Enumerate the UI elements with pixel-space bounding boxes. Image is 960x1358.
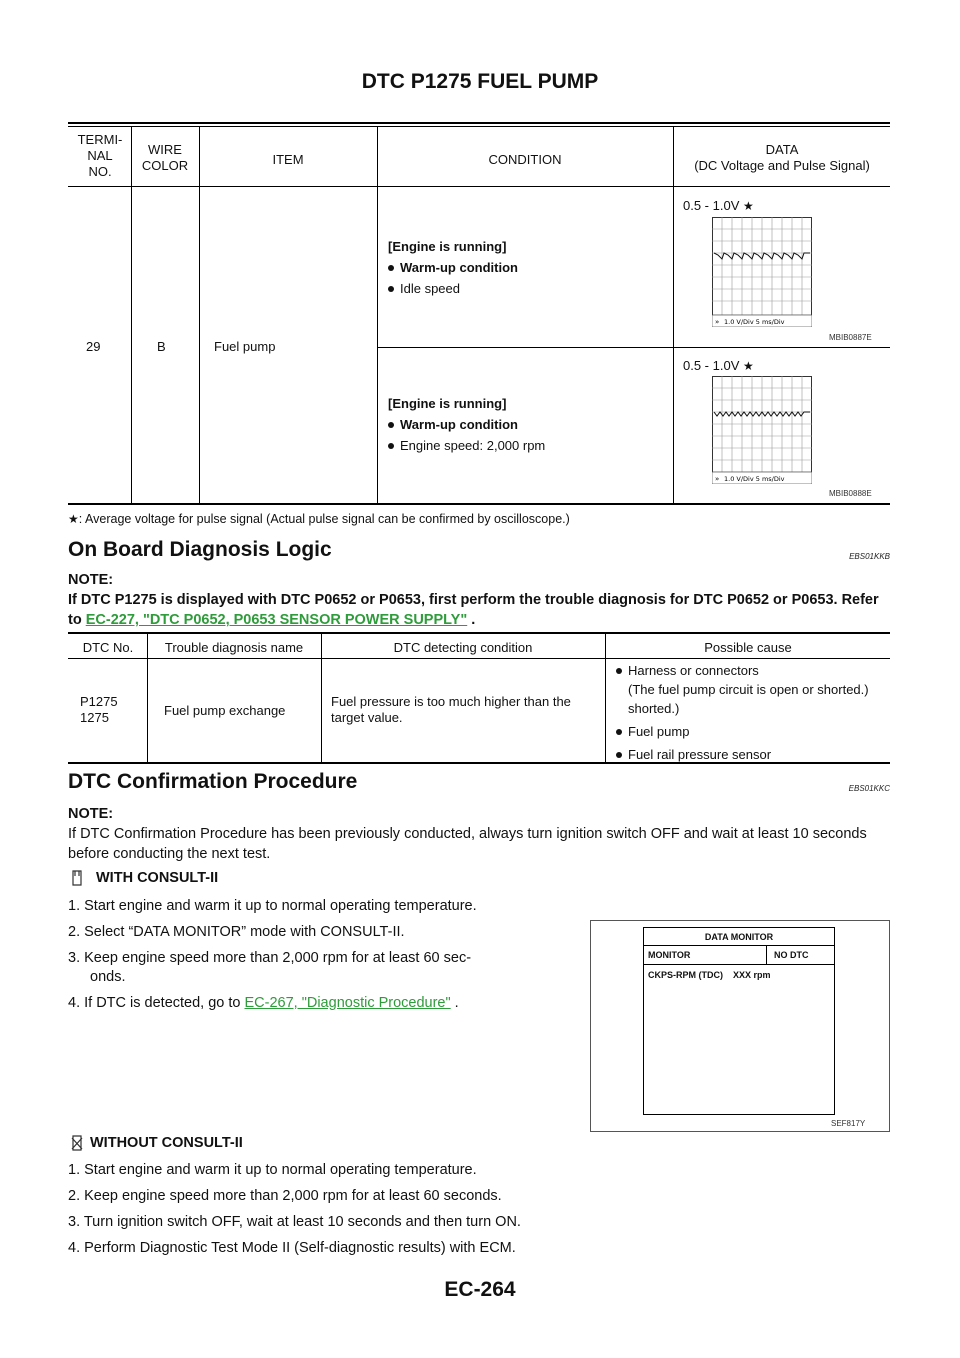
without-consult-title: WITHOUT CONSULT-II — [70, 1135, 243, 1151]
value-2: 0.5 - 1.0V ★ — [683, 358, 754, 373]
cell-wire: B — [157, 339, 166, 354]
svg-text:»: » — [715, 475, 720, 483]
with-consult-title: WITH CONSULT-II — [70, 870, 218, 886]
bullet-icon — [388, 286, 394, 292]
th-data: DATA (DC Voltage and Pulse Signal) — [694, 142, 870, 173]
oscilloscope-1 — [712, 217, 812, 327]
svg-text:1.0 V/Div 5 ms/Div: 1.0 V/Div 5 ms/Div — [724, 318, 785, 326]
th-wire: WIRE COLOR — [141, 142, 189, 173]
page-number: EC-264 — [444, 1278, 516, 1301]
without-step-4: 4. Perform Diagnostic Test Mode II (Self-diagnostic results) with ECM. — [68, 1240, 516, 1256]
with-step-2: 2. Select “DATA MONITOR” mode with CONSULT-II. — [68, 924, 405, 940]
figure-id-1: MBIB0887E — [829, 333, 872, 342]
with-step-3: 3. Keep engine speed more than 2,000 rpm for at least 60 sec- — [68, 950, 472, 966]
cell-trouble-name: Fuel pump exchange — [164, 703, 286, 718]
note-text-2: If DTC Confirmation Procedure has been previously conducted, always turn ignition switch OFF and wait at least 10 seconds before conducting the next test. — [68, 826, 867, 862]
bullet-icon — [616, 668, 622, 674]
page-title: DTC P1275 FUEL PUMP — [361, 70, 599, 93]
th-detect-condition: DTC detecting condition — [393, 640, 533, 655]
bullet-icon — [616, 752, 622, 758]
svg-text:»: » — [715, 318, 720, 326]
data-monitor-figure — [590, 920, 890, 1132]
th-terminal: TERMI- NAL NO. — [77, 132, 123, 179]
bullet-icon — [388, 443, 394, 449]
note-label-1: NOTE: — [68, 572, 114, 588]
bullet-icon — [388, 422, 394, 428]
section-code-1: EBS01KKB — [849, 552, 890, 561]
cell-dtc-no: P1275 1275 — [80, 694, 118, 725]
footnote: ★: Average voltage for pulse signal (Actual pulse signal can be confirmed by oscilloscope.) — [68, 512, 570, 526]
data-monitor-screen: DATA MONITOR MONITOR NO DTC CKPS-RPM (TDC) XXX rpm — [643, 927, 835, 1115]
bullet-icon — [388, 265, 394, 271]
with-step-4: 4. If DTC is detected, go to EC-267, "Diagnostic Procedure" . — [68, 995, 459, 1011]
figure-id-3: SEF817Y — [831, 1119, 866, 1128]
th-condition: CONDITION — [488, 152, 562, 167]
th-dtc-no: DTC No. — [82, 640, 134, 655]
cell-terminal: 29 — [86, 339, 101, 354]
condition-1: [Engine is running] Warm-up condition Idle speed — [388, 239, 518, 296]
oscilloscope-2 — [712, 376, 812, 484]
bullet-icon — [616, 729, 622, 735]
link-ec-267[interactable]: EC-267, "Diagnostic Procedure" — [244, 995, 451, 1011]
section-code-2: EBS01KKC — [848, 784, 890, 793]
table1-top-rule — [68, 122, 890, 124]
th-trouble-name: Trouble diagnosis name — [164, 640, 304, 655]
figure-id-2: MBIB0888E — [829, 489, 872, 498]
cell-detect-condition: Fuel pressure is too much higher than the target value. — [331, 694, 571, 725]
without-step-2: 2. Keep engine speed more than 2,000 rpm for at least 60 seconds. — [68, 1188, 502, 1204]
no-consult-icon — [70, 1135, 84, 1151]
section-heading-obd-logic: On Board Diagnosis Logic — [68, 538, 332, 561]
section-heading-dtc-confirmation: DTC Confirmation Procedure — [68, 770, 358, 793]
with-step-3-cont: onds. — [90, 969, 126, 985]
cell-item: Fuel pump — [214, 339, 276, 354]
star-icon: ★ — [68, 512, 79, 526]
condition-2: [Engine is running] Warm-up condition Engine speed: 2,000 rpm — [388, 396, 546, 453]
star-icon: ★ — [743, 199, 754, 213]
table2-top-rule — [68, 632, 890, 634]
note-text-1: If DTC P1275 is displayed with DTC P0652 or P0653, first perform the trouble diagnosis for DTC P0652 or P0653. Refer to EC-227, "DTC P0652, P0653 SENSOR POWER SUPPLY" . — [68, 592, 879, 628]
link-ec-227[interactable]: EC-227, "DTC P0652, P0653 SENSOR POWER SUPPLY" — [85, 612, 468, 628]
without-step-1: 1. Start engine and warm it up to normal operating temperature. — [68, 1162, 477, 1178]
without-step-3: 3. Turn ignition switch OFF, wait at least 10 seconds and then turn ON. — [68, 1214, 521, 1230]
svg-text:1.0 V/Div 5 ms/Div: 1.0 V/Div 5 ms/Div — [724, 475, 785, 483]
th-possible-cause: Possible cause — [704, 640, 792, 655]
consult-icon — [70, 870, 84, 886]
cell-possible-cause: Harness or connectors (The fuel pump circuit is open or shorted.) shorted.) Fuel pump Fuel rail pressure sensor — [616, 661, 869, 764]
th-item: ITEM — [272, 152, 304, 167]
with-step-1: 1. Start engine and warm it up to normal operating temperature. — [68, 898, 477, 914]
star-icon: ★ — [743, 359, 754, 373]
note-label-2: NOTE: — [68, 806, 114, 822]
value-1: 0.5 - 1.0V ★ — [683, 198, 754, 213]
